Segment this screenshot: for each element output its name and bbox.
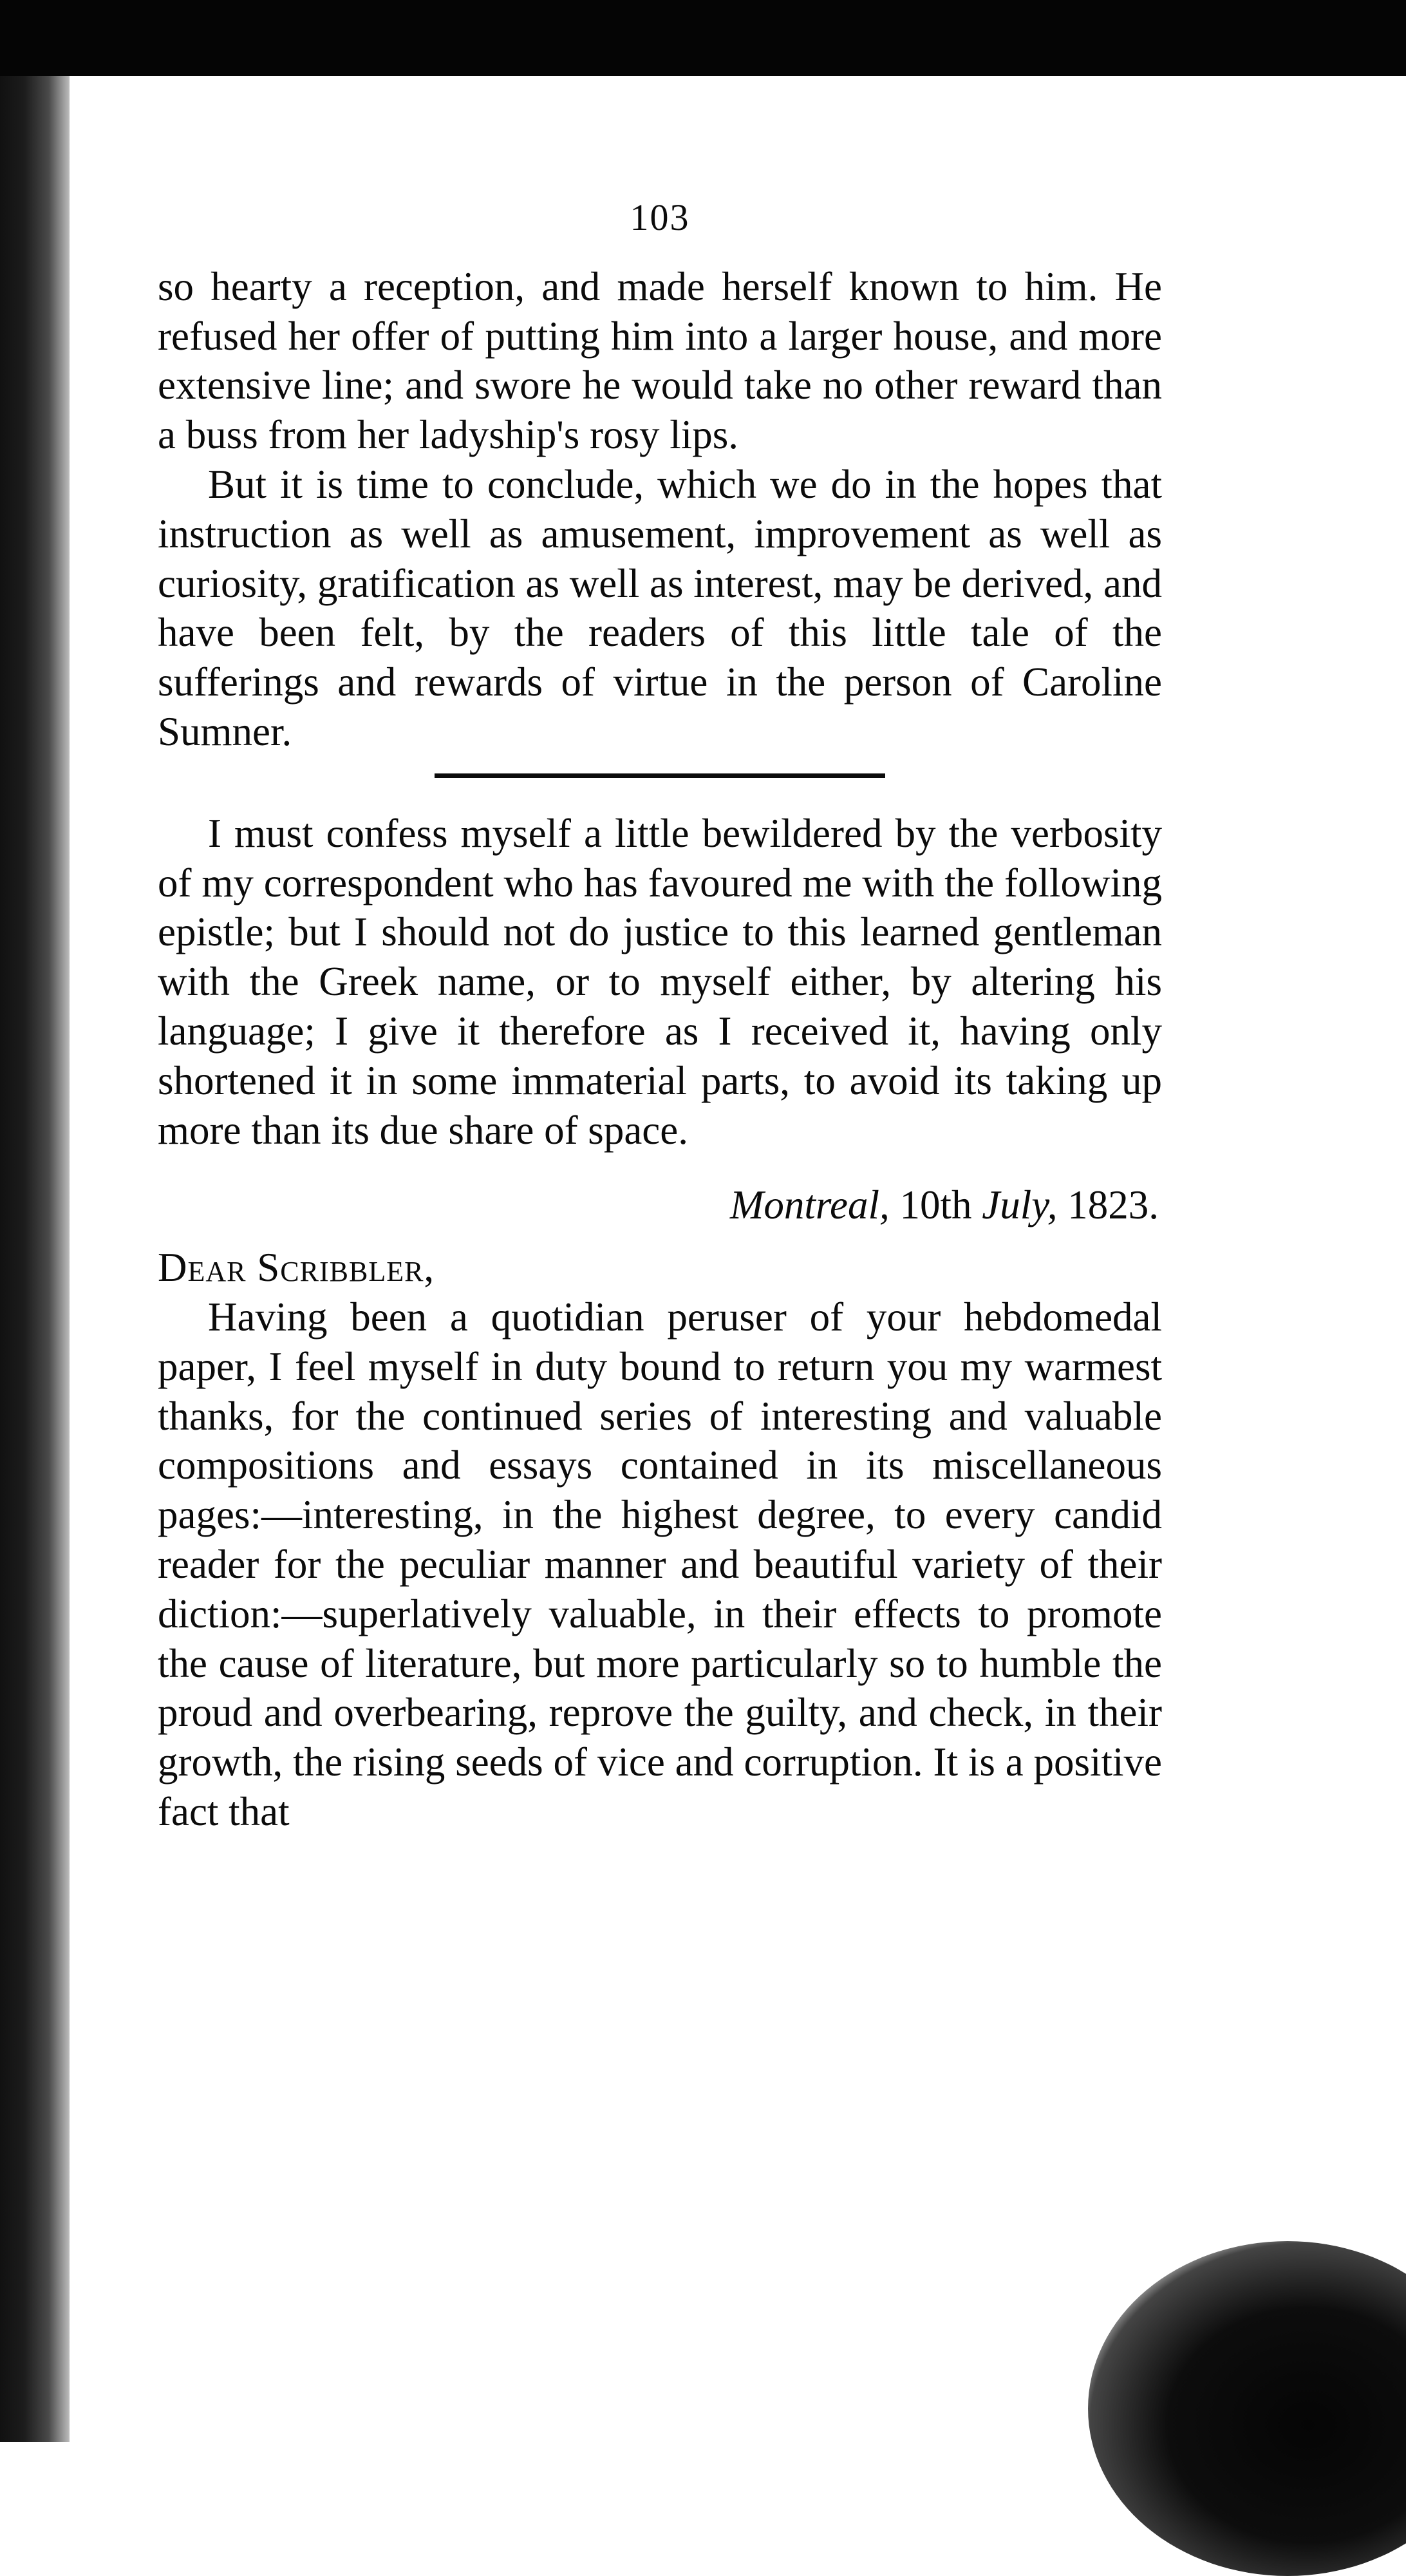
letter-dateline [158, 1180, 1162, 1230]
paragraph-conclusion: But it is time to conclude, which we do in the hopes that instruction as well as amusement, improvement as well as curiosity, gratification as well as interest, may be derived, and have been felt, by the readers of this little tale of the sufferings and rewards of virtue in the person of Caroline Sumner. [158, 461, 1162, 754]
dateline-year: 1823. [1067, 1182, 1159, 1228]
section-divider [435, 773, 885, 778]
book-page [158, 193, 1162, 2157]
scan-top-border [0, 0, 1406, 76]
dateline-place: Montreal, [729, 1182, 890, 1228]
book-spine-shadow [0, 76, 70, 2442]
paragraph-editor-note: I must confess myself a little bewildered by the verbosity of my correspondent who has favoured me with the following epistle; but I should not do justice to this learned gentleman with the Greek name, or to myself either, by altering his language; I give it therefore as I received it, having only shortened it in some immaterial parts, to avoid its taking up more than its due share of space. [158, 810, 1162, 1153]
paragraph-letter-body: Having been a quotidian peruser of your hebdomedal paper, I feel myself in duty bound to return you my warmest thanks, for the continued series of interesting and valuable compositions and essays contained in its miscellaneous pages:—interesting, in the highest degree, to every candid reader for the peculiar manner and beautiful variety of their diction:—superlatively valuable, in their effects to promote the cause of literature, but more particularly so to humble the proud and overbearing, reprove the guilty, and check, in their growth, the rising seeds of vice and corruption. It is a positive fact that [158, 1294, 1162, 1834]
dateline-month: July, [982, 1182, 1058, 1228]
letter-salutation: Dear Scribbler, [158, 1245, 435, 1291]
thumb-shadow [1088, 2241, 1406, 2576]
dateline-day: 10th [899, 1182, 972, 1228]
page-number: 103 [630, 196, 690, 238]
paragraph-reception: so hearty a reception, and made herself known to him. He refused her offer of putting him into a larger house, and more extensive line; and swore he would take no other reward than a buss from her ladyship's rosy lips. [158, 263, 1162, 458]
